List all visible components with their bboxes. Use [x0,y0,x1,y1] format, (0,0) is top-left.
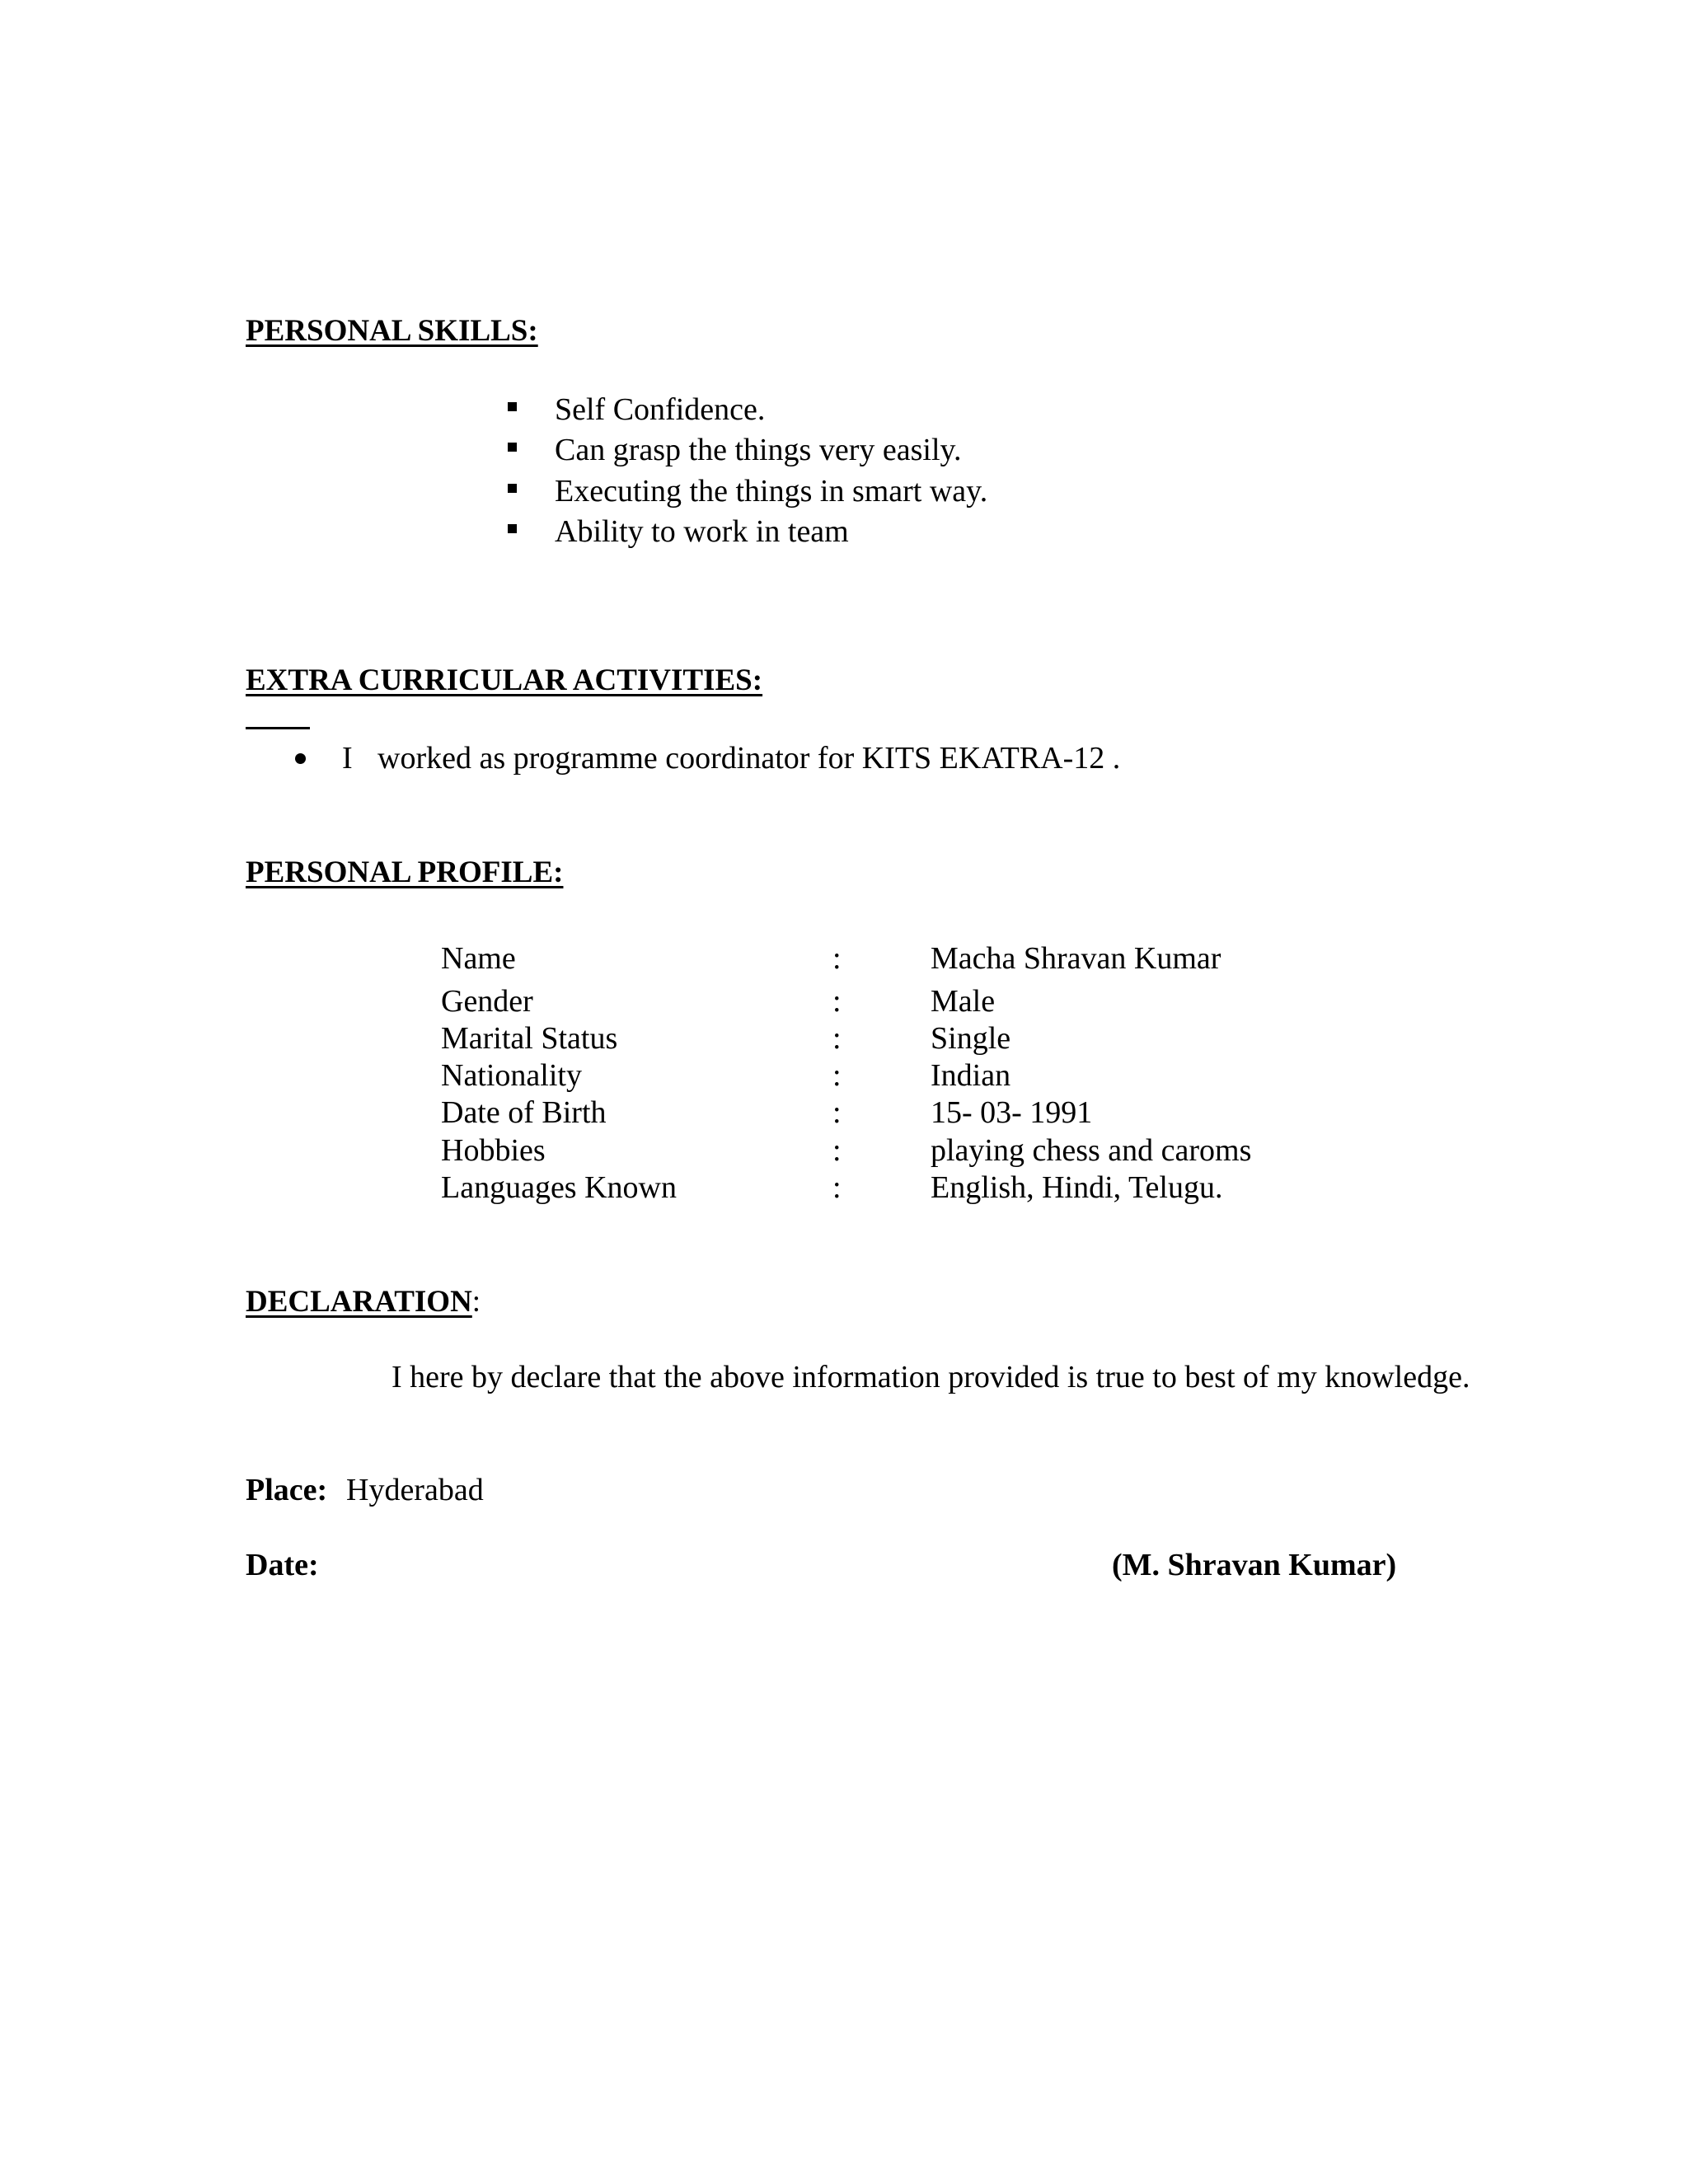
profile-value: Single [931,1021,1011,1056]
underline-rule [246,727,310,729]
declaration-heading [246,1286,481,1317]
profile-separator: : [832,984,842,1019]
signature-name: (M. Shravan Kumar) [1112,1548,1397,1582]
skill-item-text: Executing the things in smart way. [555,474,988,509]
profile-value: 15- 03- 1991 [931,1095,1093,1130]
profile-separator: : [832,1058,842,1093]
profile-label: Date of Birth [441,1095,607,1130]
declaration-heading-colon: : [471,1285,481,1319]
round-bullet-icon [295,753,306,764]
personal-profile-heading: PERSONAL PROFILE: [246,855,564,889]
personal-skills-heading: PERSONAL SKILLS: [246,314,538,348]
profile-label: Marital Status [441,1021,618,1056]
square-bullet-icon [508,402,517,411]
place-label: Place: [246,1473,328,1507]
profile-value: English, Hindi, Telugu. [931,1170,1223,1205]
profile-label: Name [441,941,516,976]
declaration-text: I here by declare that the above information provided is true to best of my knowledge. [392,1360,1470,1394]
square-bullet-icon [508,484,517,493]
activity-prefix: I [342,741,353,776]
square-bullet-icon [508,443,517,452]
profile-separator: : [832,1170,842,1205]
extra-curricular-heading: EXTRA CURRICULAR ACTIVITIES: [246,663,763,697]
activity-text: worked as programme coordinator for KITS EKATRA-12 . [377,741,1121,776]
profile-separator: : [832,1133,842,1168]
profile-value: Macha Shravan Kumar [931,941,1221,976]
profile-label: Nationality [441,1058,582,1093]
place-value: Hyderabad [346,1473,484,1507]
profile-value: Male [931,984,996,1019]
skill-item-text: Can grasp the things very easily. [555,433,962,467]
profile-label: Hobbies [441,1133,546,1168]
square-bullet-icon [508,524,517,533]
profile-separator: : [832,1095,842,1130]
profile-value: Indian [931,1058,1011,1093]
profile-label: Languages Known [441,1170,677,1205]
profile-separator: : [832,1021,842,1056]
profile-separator: : [832,941,842,976]
declaration-heading-text: DECLARATION [246,1285,472,1319]
skill-item-text: Self Confidence. [555,392,766,427]
profile-label: Gender [441,984,533,1019]
profile-value: playing chess and caroms [931,1133,1252,1168]
skill-item-text: Ability to work in team [555,514,849,549]
date-label: Date: [246,1548,319,1582]
